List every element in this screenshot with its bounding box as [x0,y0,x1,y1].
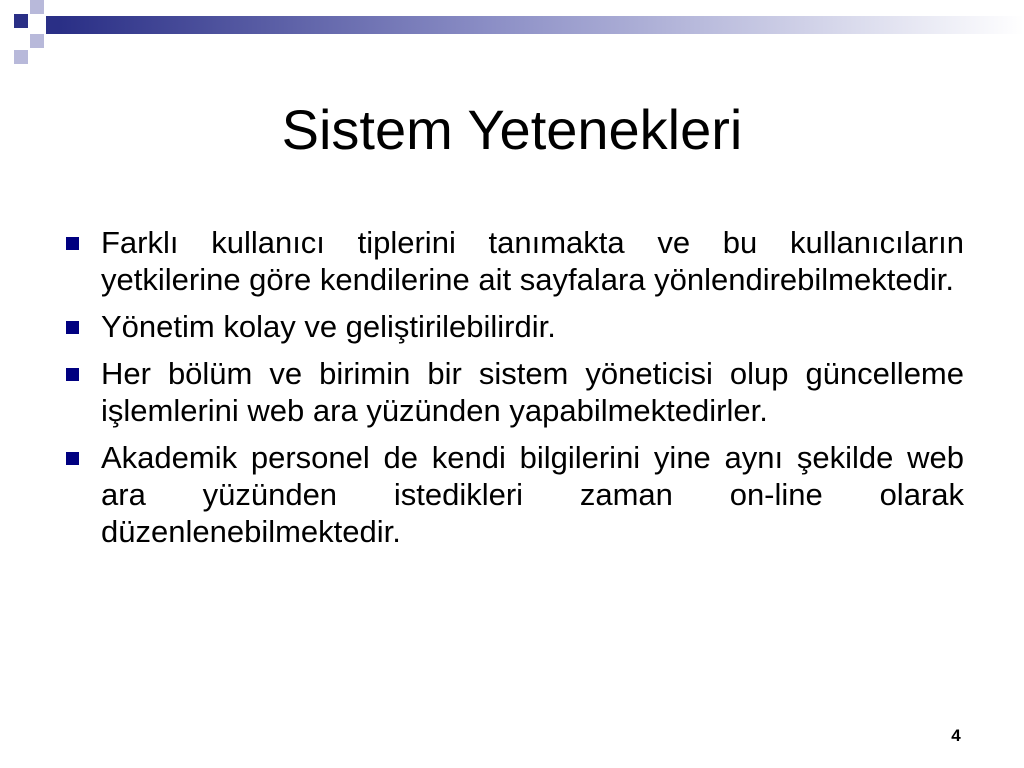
decor-square-3 [46,16,60,34]
decor-square-1 [14,14,28,28]
bullet-item [60,224,964,298]
header-gradient-band [60,16,1024,34]
decor-square-2 [30,0,44,14]
bullet-list [60,224,964,560]
bullet-text: Akademik personel de kendi bilgilerini yine aynı şekilde web ara yüzünden istedikleri zaman on-line olarak düzenlenebilmektedir. [101,440,964,549]
square-bullet-icon [66,321,79,334]
bullet-item [60,355,964,429]
square-bullet-icon [66,368,79,381]
slide-title: Sistem Yetenekleri [281,98,743,161]
page-number: 4 [951,726,961,745]
bullet-text: Farklı kullanıcı tiplerini tanımakta ve bu kullanıcıların yetkilerine göre kendilerine ait sayfalara yönlendirebilmektedir. [101,225,964,297]
decor-square-4 [30,34,44,48]
header-decoration [0,0,1024,70]
bullet-item [60,439,964,550]
square-bullet-icon [66,452,79,465]
bullet-text: Her bölüm ve birimin bir sistem yöneticisi olup güncelleme işlemlerini web ara yüzünden yapabilmektedirler. [101,356,964,428]
decor-square-5 [14,50,28,64]
square-bullet-icon [66,237,79,250]
bullet-item [60,308,964,345]
bullet-text: Yönetim kolay ve geliştirilebilirdir. [101,309,556,344]
